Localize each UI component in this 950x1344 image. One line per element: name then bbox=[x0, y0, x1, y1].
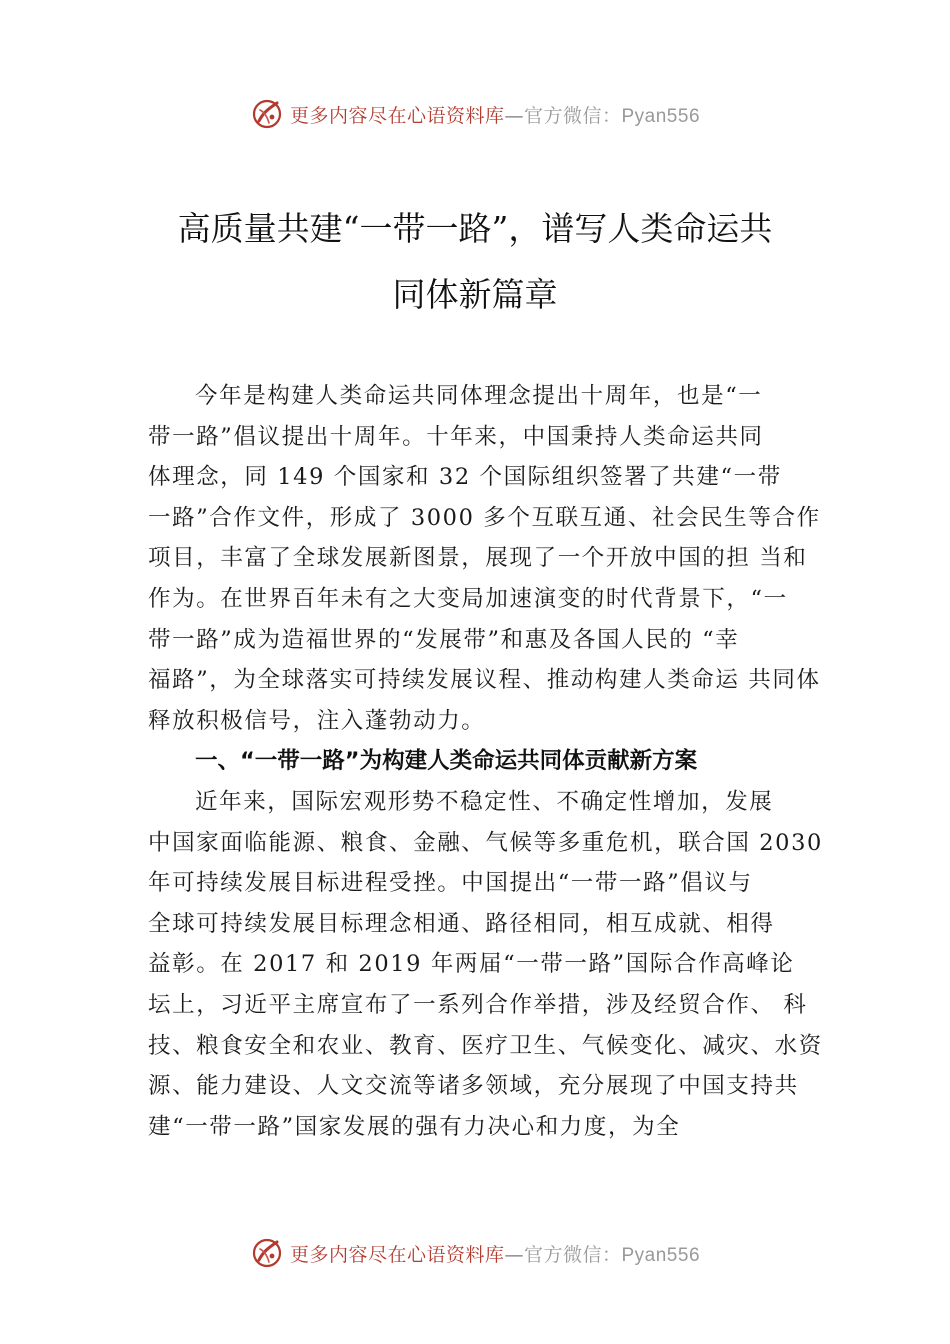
document-body bbox=[148, 376, 838, 1147]
text-line: 带一路”成为造福世界的“发展带”和惠及各国人民的 “幸 bbox=[148, 626, 740, 653]
text-line: 体理念，同 149 个国家和 32 个国际组织签署了共建“一带 bbox=[148, 464, 782, 491]
brush-seal-logo-icon bbox=[250, 97, 284, 131]
title-line-2: 同体新篇章 bbox=[392, 275, 558, 314]
text-line: 源、能力建设、人文交流等诸多领域，充分展现了中国支持共 bbox=[148, 1073, 799, 1100]
brush-seal-logo-icon bbox=[250, 1236, 284, 1270]
text-line: 年可持续发展目标进程受挫。中国提出“一带一路”倡议与 bbox=[148, 870, 753, 897]
text-line: 益彰。在 2017 和 2019 年两届“一带一路”国际合作高峰论 bbox=[148, 951, 795, 978]
text-line: 作为。在世界百年未有之大变局加速演变的时代背景下，“一 bbox=[148, 585, 788, 612]
text-line: 坛上，习近平主席宣布了一系列合作举措，涉及经贸合作、 科 bbox=[148, 991, 808, 1018]
text-line: 中国家面临能源、粮食、金融、气候等多重危机，联合国 2030 bbox=[148, 829, 823, 856]
banner-title: 更多内容尽在心语资料库 bbox=[289, 1243, 505, 1266]
text-line: 福路”，为全球落实可持续发展议程、推动构建人类命运 共同体 bbox=[148, 667, 821, 694]
banner-text bbox=[290, 1240, 700, 1267]
text-line: 带一路”倡议提出十周年。十年来，中国秉持人类命运共同 bbox=[148, 423, 764, 450]
banner-contact: 官方微信：Pyan556 bbox=[524, 1244, 701, 1266]
title-line-1: 高质量共建“一带一路”，谱写人类命运共 bbox=[177, 209, 773, 248]
banner-text bbox=[290, 101, 700, 128]
text-line: 建“一带一路”国家发展的强有力决心和力度，为全 bbox=[148, 1113, 681, 1140]
section-heading-1: 一、“一带一路”为构建人类命运共同体贡献新方案 bbox=[195, 748, 698, 775]
header-banner bbox=[0, 94, 950, 134]
footer-banner bbox=[0, 1233, 950, 1273]
banner-dash: — bbox=[504, 1243, 524, 1266]
text-line: 技、粮食安全和农业、教育、医疗卫生、气候变化、减灾、水资 bbox=[148, 1032, 823, 1059]
document-title bbox=[0, 196, 950, 328]
text-line: 释放积极信号，注入蓬勃动力。 bbox=[148, 707, 486, 734]
banner-contact: 官方微信：Pyan556 bbox=[524, 105, 701, 127]
paragraph-2 bbox=[148, 782, 838, 1147]
banner-dash: — bbox=[504, 104, 524, 127]
banner-title: 更多内容尽在心语资料库 bbox=[289, 104, 505, 127]
paragraph-1 bbox=[148, 376, 838, 741]
text-line: 项目，丰富了全球发展新图景，展现了一个开放中国的担 当和 bbox=[148, 545, 808, 572]
text-line: 全球可持续发展目标理念相通、路径相同，相互成就、相得 bbox=[148, 910, 775, 937]
text-line: 一路”合作文件，形成了 3000 多个互联互通、社会民生等合作 bbox=[148, 504, 821, 531]
text-line: 近年来，国际宏观形势不稳定性、不确定性增加，发展 bbox=[195, 788, 774, 815]
text-line: 今年是构建人类命运共同体理念提出十周年，也是“一 bbox=[195, 383, 763, 409]
